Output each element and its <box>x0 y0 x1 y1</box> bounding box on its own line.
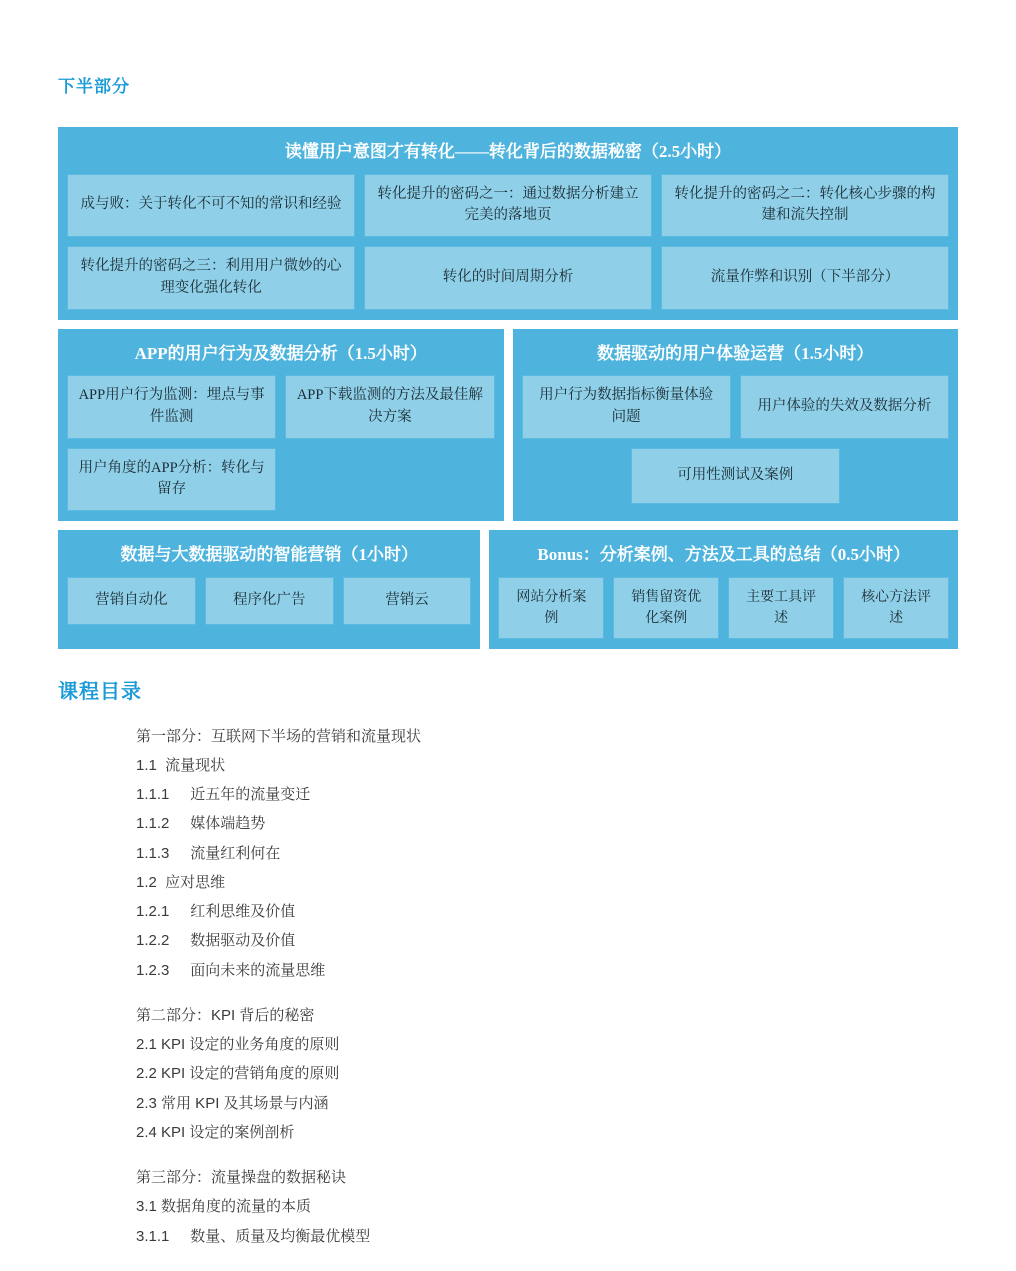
block-row <box>67 375 495 439</box>
diagram-middle-row <box>58 329 958 522</box>
topic-cell: 可用性测试及案例 <box>631 448 840 504</box>
topic-cell: 用户行为数据指标衡量体验问题 <box>522 375 731 439</box>
toc-entry: 1.2.3 面向未来的流量思维 <box>136 961 326 979</box>
block-row <box>522 375 950 439</box>
toc-entry: 2.4 KPI 设定的案例剖析 <box>136 1123 295 1141</box>
toc-entry: 第二部分：KPI 背后的秘密 <box>136 1006 315 1024</box>
block-title: 数据与大数据驱动的智能营销（1小时） <box>120 545 418 564</box>
block-row <box>67 174 949 238</box>
topic-cell: 转化提升的密码之一：通过数据分析建立完美的落地页 <box>364 174 652 238</box>
topic-cell: 主要工具评述 <box>728 577 834 639</box>
toc-entry: 1.2.2 数据驱动及价值 <box>136 932 296 950</box>
toc-entry: 第三部分：流量操盘的数据秘诀 <box>136 1169 347 1186</box>
toc-entry: 1.1.3 流量红利何在 <box>136 844 281 862</box>
toc-entry: 第一部分：互联网下半场的营销和流量现状 <box>136 727 422 745</box>
diagram-block-bonus <box>489 530 958 649</box>
toc-entry: 3.1.1 数量、质量及均衡最优模型 <box>136 1227 371 1245</box>
table-of-contents <box>58 722 958 1271</box>
diagram-block-smart-marketing <box>58 530 480 649</box>
topic-cell: 转化提升的密码之二：转化核心步骤的构建和流失控制 <box>661 174 949 238</box>
block-row <box>498 577 949 639</box>
topic-cell: 成与败：关于转化不可不知的常识和经验 <box>67 174 355 238</box>
topic-cell: 程序化广告 <box>205 577 334 625</box>
block-title: Bonus：分析案例、方法及工具的总结（0.5小时） <box>537 545 911 564</box>
toc-entry: 1.2 应对思维 <box>136 873 226 891</box>
block-row <box>67 246 949 310</box>
diagram-block-ux-operation <box>513 329 959 522</box>
page-title: 下半部分 <box>58 77 130 96</box>
block-title: 读懂用户意图才有转化——转化背后的数据秘密（2.5小时） <box>284 142 732 161</box>
topic-cell: 转化提升的密码之三：利用用户微妙的心理变化强化转化 <box>67 246 355 310</box>
topic-cell: APP下载监测的方法及最佳解决方案 <box>285 375 494 439</box>
toc-entry: 2.3 常用 KPI 及其场景与内涵 <box>136 1094 329 1112</box>
topic-cell: 销售留资优化案例 <box>613 577 719 639</box>
block-row <box>522 448 950 504</box>
topic-cell: 转化的时间周期分析 <box>364 246 652 310</box>
toc-heading: 课程目录 <box>58 680 142 703</box>
topic-cell: 营销云 <box>343 577 472 625</box>
topic-cell: APP用户行为监测：埋点与事件监测 <box>67 375 276 439</box>
diagram-block-app-analysis <box>58 329 504 522</box>
topic-cell: 网站分析案例 <box>498 577 604 639</box>
toc-entry: 1.1.1 近五年的流量变迁 <box>136 786 311 803</box>
toc-entry: 3.1 数据角度的流量的本质 <box>136 1198 312 1216</box>
block-title: APP的用户行为及数据分析（1.5小时） <box>134 343 427 363</box>
toc-entry: 1.1.2 媒体端趋势 <box>136 815 266 833</box>
toc-entry: 1.2.1 红利思维及价值 <box>136 903 296 920</box>
toc-entry: 2.1 KPI 设定的业务角度的原则 <box>136 1036 340 1053</box>
topic-cell: 用户角度的APP分析：转化与留存 <box>67 448 276 512</box>
topic-cell: 营销自动化 <box>67 577 196 625</box>
topic-cell: 用户体验的失效及数据分析 <box>740 375 949 439</box>
toc-entry: 1.1 流量现状 <box>136 756 226 774</box>
diagram-block-conversion <box>58 127 958 320</box>
toc-spacer <box>136 1147 958 1163</box>
toc-spacer <box>136 985 958 1001</box>
diagram-bottom-row <box>58 530 958 649</box>
block-title: 数据驱动的用户体验运营（1.5小时） <box>597 343 874 363</box>
topic-cell: 流量作弊和识别（下半部分） <box>661 246 949 310</box>
topic-cell: 核心方法评述 <box>843 577 949 639</box>
block-row <box>67 448 495 512</box>
toc-entry: 2.2 KPI 设定的营销角度的原则 <box>136 1065 340 1083</box>
block-row <box>67 577 471 625</box>
